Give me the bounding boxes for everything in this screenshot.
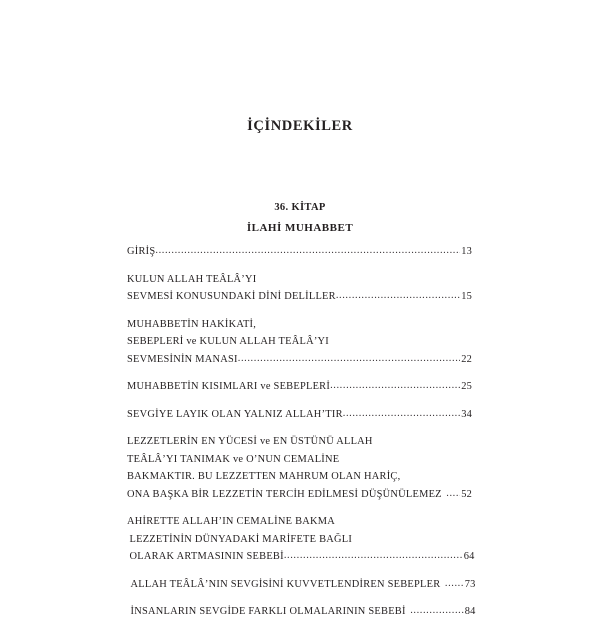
- toc-entry[interactable]: [127, 316, 472, 369]
- toc-entry[interactable]: [127, 576, 476, 594]
- toc-entry-title: SEVGİYE LAYIK OLAN YALNIZ ALLAH’TIR: [127, 408, 343, 420]
- page-title: İÇİNDEKİLER: [247, 118, 353, 134]
- toc-entry-line: KULUN ALLAH TEÂLÂ’YI: [127, 273, 257, 285]
- toc-entry-title: OLARAK ARTMASININ SEBEBİ: [129, 551, 284, 562]
- toc-page-number: 84: [464, 606, 476, 617]
- toc-entry-line: MUHABBETİN HAKİKATİ,: [127, 318, 257, 330]
- toc-page-number: 13: [461, 246, 472, 257]
- toc-page-number: 34: [461, 408, 472, 420]
- toc-entry[interactable]: [127, 406, 472, 424]
- toc-entry-line: AHİRETTE ALLAH’IN CEMALİNE BAKMA: [127, 516, 335, 527]
- toc-entry[interactable]: [127, 513, 475, 566]
- toc-entry[interactable]: [127, 243, 472, 261]
- toc-entry-terminal-line: [127, 576, 476, 594]
- toc-entry-title: ONA BAŞKA BİR LEZZETİN TERCİH EDİLMESİ DÜŞÜNÜLEMEZ: [127, 488, 442, 500]
- toc-entry-line: LEZZETİNİN DÜNYADAKİ MARİFETE BAĞLI: [129, 533, 353, 545]
- toc-list: [127, 243, 476, 621]
- toc-dot-leader: [410, 602, 464, 620]
- toc-dot-leader: [238, 350, 460, 368]
- toc-entry-line: TEÂLÂ’YI TANIMAK ve O’NUN CEMALİNE: [127, 453, 340, 465]
- toc-page-number: 73: [464, 578, 476, 590]
- toc-entry-terminal-line: [127, 378, 472, 396]
- toc-page-number: 15: [461, 291, 472, 302]
- toc-entry-title: ALLAH TEÂLÂ’NIN SEVGİSİNİ KUVVETLENDİREN SEBEPLER: [130, 578, 441, 590]
- toc-dot-leader: [155, 242, 460, 260]
- toc-page-number: 25: [461, 381, 472, 392]
- toc-entry-terminal-line: [127, 548, 475, 566]
- toc-dot-leader: [336, 287, 460, 305]
- toc-dot-leader: [343, 405, 460, 423]
- toc-entry[interactable]: [127, 378, 472, 396]
- toc-entry-line: SEBEPLERİ ve KULUN ALLAH TEÂLÂ’YI: [127, 336, 329, 347]
- toc-dot-leader: [330, 377, 460, 395]
- toc-entry-terminal-line: [127, 288, 472, 306]
- toc-page-number: 22: [461, 353, 472, 365]
- toc-page-number: 52: [461, 488, 472, 500]
- toc-entry-terminal-line: [127, 603, 476, 621]
- toc-entry-title: İNSANLARIN SEVGİDE FARKLI OLMALARININ SEBEBİ: [130, 606, 406, 617]
- toc-entry-terminal-line: [127, 243, 472, 261]
- toc-entry-title: SEVMESİNİN MANASI: [127, 353, 238, 365]
- toc-entry-title: MUHABBETİN KISIMLARI ve SEBEPLERİ: [127, 381, 331, 392]
- toc-entry[interactable]: [127, 271, 472, 306]
- toc-entry-line: BAKMAKTIR. BU LEZZETTEN MAHRUM OLAN HARİÇ,: [127, 471, 401, 482]
- toc-entry-terminal-line: [127, 351, 472, 369]
- toc-entry-title: GİRİŞ: [127, 246, 156, 257]
- book-number-heading: 36. KİTAP: [274, 202, 326, 213]
- toc-page-number: 64: [463, 551, 475, 562]
- toc-entry-title: SEVMESİ KONUSUNDAKİ DİNİ DELİLLER: [127, 291, 336, 302]
- toc-entry-terminal-line: [127, 406, 472, 424]
- toc-dot-leader: [284, 547, 463, 565]
- toc-entry[interactable]: [127, 603, 476, 621]
- toc-dot-leader: [445, 575, 464, 593]
- toc-entry[interactable]: [127, 433, 472, 503]
- toc-dot-leader: [446, 485, 460, 503]
- toc-entry-line: LEZZETLERİN EN YÜCESİ ve EN ÜSTÜNÜ ALLAH: [127, 436, 373, 447]
- book-title-heading: İLAHİ MUHABBET: [246, 222, 354, 234]
- toc-entry-terminal-line: [127, 486, 472, 504]
